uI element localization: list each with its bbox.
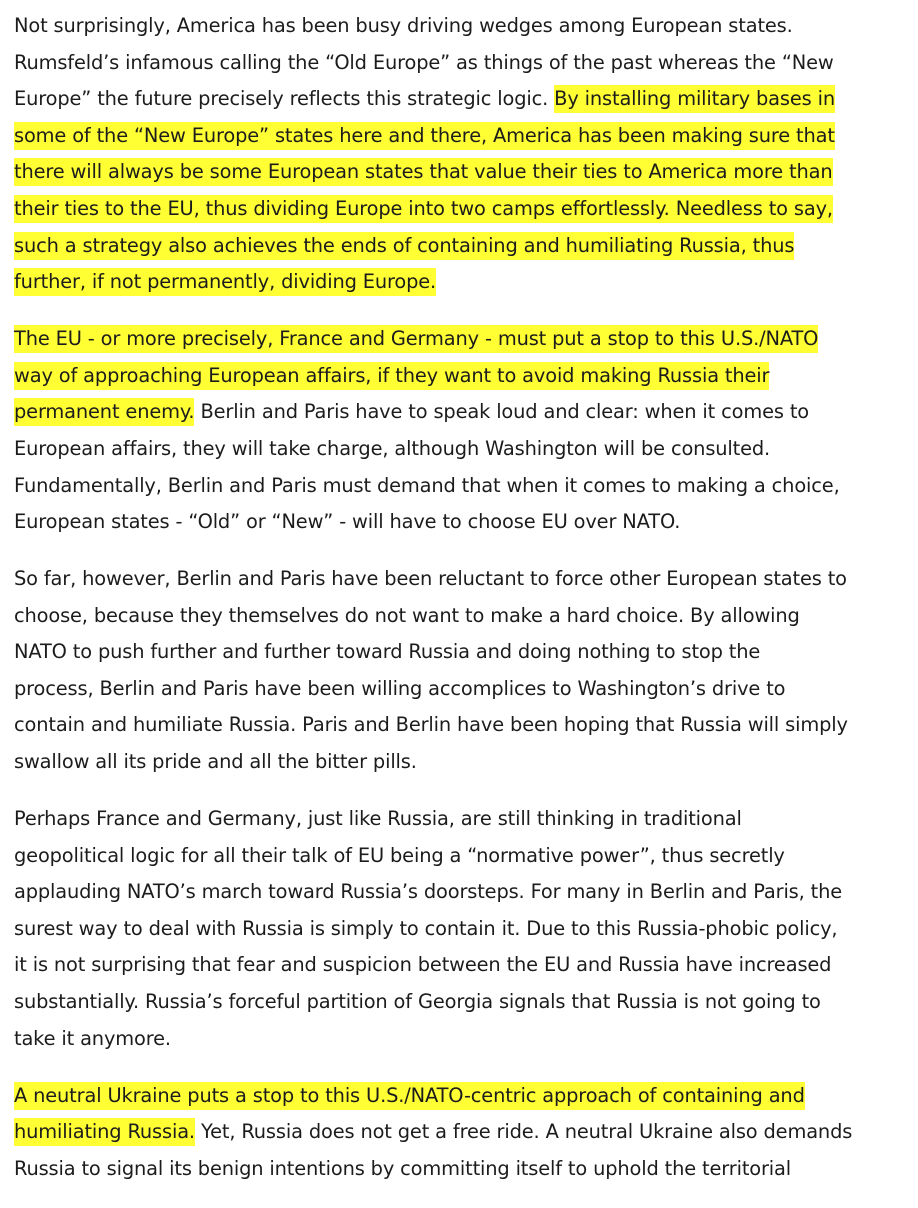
text-line xyxy=(14,1114,904,1151)
text-segment: contain and humiliate Russia. Paris and Berlin have been hoping that Russia will simply xyxy=(14,713,848,737)
paragraph-2 xyxy=(14,321,904,541)
text-segment: NATO to push further and further toward Russia and doing nothing to stop the xyxy=(14,640,761,664)
text-line xyxy=(14,1021,904,1058)
paragraph-1 xyxy=(14,8,904,301)
text-segment: Yet, Russia does not get a free ride. A neutral Ukraine also demands xyxy=(194,1120,853,1144)
paragraph-5 xyxy=(14,1078,904,1188)
highlighted-text: such a strategy also achieves the ends of containing and humiliating Russia, thus xyxy=(14,232,794,260)
text-line xyxy=(14,707,904,744)
text-line xyxy=(14,1151,904,1188)
text-line xyxy=(14,947,904,984)
text-segment: geopolitical logic for all their talk of EU being a “normative power”, thus secretly xyxy=(14,843,785,867)
text-line xyxy=(14,45,904,82)
text-segment: it is not surprising that fear and suspicion between the EU and Russia have increased xyxy=(14,953,832,977)
text-line xyxy=(14,744,904,781)
text-segment: take it anymore. xyxy=(14,1026,171,1050)
text-line xyxy=(14,191,904,228)
text-segment: Rumsfeld’s infamous calling the “Old Europe” as things of the past whereas the “New xyxy=(14,50,834,74)
text-line xyxy=(14,228,904,265)
text-segment: applauding NATO’s march toward Russia’s doorsteps. For many in Berlin and Paris, the xyxy=(14,880,843,904)
highlighted-text: humiliating Russia. xyxy=(14,1118,195,1146)
text-line xyxy=(14,801,904,838)
highlighted-text: their ties to the EU, thus dividing Europe into two camps effortlessly. Needless to say, xyxy=(14,195,833,223)
text-line xyxy=(14,984,904,1021)
text-segment: Berlin and Paris have to speak loud and clear: when it comes to xyxy=(194,400,810,424)
text-line xyxy=(14,81,904,118)
highlighted-text: way of approaching European affairs, if they want to avoid making Russia their xyxy=(14,362,769,390)
text-line xyxy=(14,911,904,948)
text-line xyxy=(14,431,904,468)
text-line xyxy=(14,1078,904,1115)
text-line xyxy=(14,598,904,635)
text-segment: Not surprisingly, America has been busy driving wedges among European states. xyxy=(14,14,793,37)
text-segment: process, Berlin and Paris have been willing accomplices to Washington’s drive to xyxy=(14,676,786,700)
text-line xyxy=(14,321,904,358)
highlighted-text: The EU - or more precisely, France and Germany - must put a stop to this U.S./NATO xyxy=(14,325,818,353)
text-segment: Perhaps France and Germany, just like Russia, are still thinking in traditional xyxy=(14,807,742,831)
paragraph-4 xyxy=(14,801,904,1057)
text-segment: swallow all its pride and all the bitter pills. xyxy=(14,750,417,774)
text-line xyxy=(14,8,904,45)
text-line xyxy=(14,358,904,395)
text-line xyxy=(14,561,904,598)
text-segment: European affairs, they will take charge, although Washington will be consulted. xyxy=(14,436,771,460)
paragraph-3 xyxy=(14,561,904,781)
text-line xyxy=(14,118,904,155)
text-line xyxy=(14,468,904,505)
text-segment: Europe” the future precisely reflects this strategic logic. xyxy=(14,87,555,111)
text-segment: So far, however, Berlin and Paris have been reluctant to force other European states to xyxy=(14,567,847,591)
text-line xyxy=(14,634,904,671)
highlighted-text: By installing military bases in xyxy=(554,85,835,113)
text-line xyxy=(14,264,904,301)
text-segment: substantially. Russia’s forceful partition of Georgia signals that Russia is not going to xyxy=(14,990,821,1014)
text-line xyxy=(14,394,904,431)
text-segment: European states - “Old” or “New” - will have to choose EU over NATO. xyxy=(14,510,681,534)
highlighted-text: further, if not permanently, dividing Europe. xyxy=(14,268,436,296)
text-segment: Russia to signal its benign intentions by committing itself to uphold the territorial xyxy=(14,1156,792,1180)
text-segment: Fundamentally, Berlin and Paris must demand that when it comes to making a choice, xyxy=(14,473,840,497)
text-line xyxy=(14,838,904,875)
text-line xyxy=(14,154,904,191)
text-line xyxy=(14,504,904,541)
text-line xyxy=(14,671,904,708)
highlighted-text: there will always be some European states that value their ties to America more than xyxy=(14,158,833,186)
text-line xyxy=(14,874,904,911)
text-segment: surest way to deal with Russia is simply to contain it. Due to this Russia-phobic policy, xyxy=(14,916,838,940)
article-text xyxy=(14,8,904,1208)
highlighted-text: some of the “New Europe” states here and there, America has been making sure that xyxy=(14,122,835,150)
highlighted-text: A neutral Ukraine puts a stop to this U.S./NATO-centric approach of containing and xyxy=(14,1082,805,1110)
highlighted-text: permanent enemy. xyxy=(14,398,194,426)
text-segment: choose, because they themselves do not want to make a hard choice. By allowing xyxy=(14,603,800,627)
